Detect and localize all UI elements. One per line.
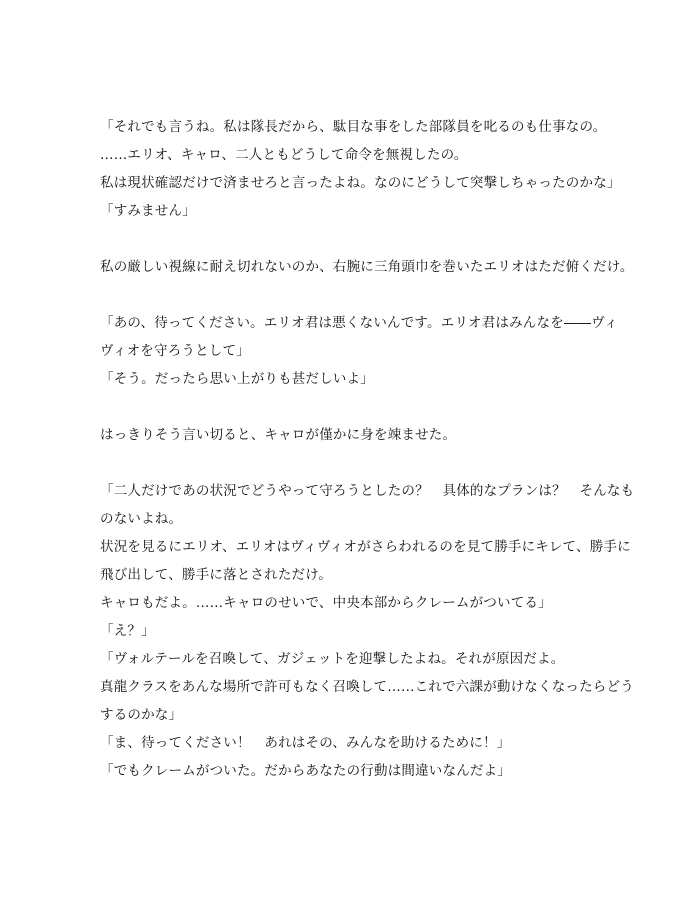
text-line: 「あの、待ってください。エリオ君は悪くないんです。エリオ君はみんなを――ヴィ (100, 315, 618, 331)
text-line: 真龍クラスをあんな場所で許可もなく召喚して……これで六課が動けなくなったらどう (100, 679, 634, 695)
text-line: 私の厳しい視線に耐え切れないのか、右腕に三角頭巾を巻いたエリオはただ俯くだけ。 (100, 259, 634, 275)
text-line: 状況を見るにエリオ、エリオはヴィヴィオがさらわれるのを見て勝手にキレて、勝手に (100, 539, 631, 555)
text-line: のないよね。 (100, 511, 183, 527)
text-line: キャロもだよ。……キャロのせいで、中央本部からクレームがついてる」 (100, 595, 552, 611)
text-line: ……エリオ、キャロ、二人ともどうして命令を無視したの。 (100, 147, 468, 163)
text-line: 「ヴォルテールを召喚して、ガジェットを迎撃したよね。それが原因だよ。 (100, 651, 565, 667)
text-line: 「そう。だったら思い上がりも甚だしいよ」 (100, 371, 374, 387)
text-line: ヴィオを守ろうとして」 (100, 343, 250, 359)
text-line: 「それでも言うね。私は隊長だから、駄目な事をした部隊員を叱るのも仕事なの。 (100, 119, 607, 135)
text-line: 「すみません」 (100, 203, 196, 219)
text-line: 「二人だけであの状況でどうやって守ろうとしたの？ 具体的なプランは？ そんなも (100, 483, 635, 499)
text-line: するのかな」 (100, 707, 183, 723)
text-line: 「え？」 (100, 623, 155, 639)
text-line: 飛び出して、勝手に落とされただけ。 (100, 567, 333, 583)
text-line: 「ま、待ってください！ あれはその、みんなを助けるために！」 (100, 735, 511, 751)
text-line: はっきりそう言い切ると、キャロが僅かに身を竦ませた。 (100, 427, 457, 443)
text-line: 私は現状確認だけで済ませろと言ったよね。なのにどうして突撃しちゃったのかな」 (100, 175, 621, 191)
text-line: 「でもクレームがついた。だからあなたの行動は間違いなんだよ」 (100, 763, 511, 779)
